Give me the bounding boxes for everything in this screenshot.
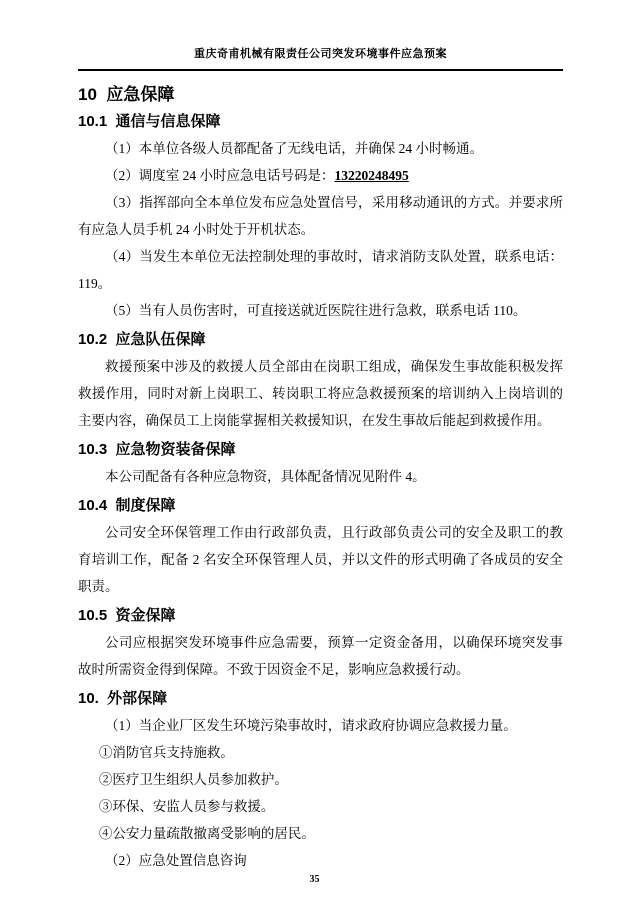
section-heading-external: 10. 外部保障 bbox=[78, 690, 168, 707]
section-10-5-paragraph: 公司应根据突发环境事件应急需要，预算一定资金备用，以确保环境突发事故时所需资金得到保障。不致于因资金不足，影响应急救援行动。 bbox=[78, 635, 563, 677]
section-10-2-paragraph: 救援预案中涉及的救援人员全部由在岗职工组成，确保发生事故能积极发挥救援作用，同时对新上岗职工、转岗职工将应急救援预案的培训纳入上岗培训的主要内容，确保员工上岗能掌握相关救援知识，在发生事故后能起到救援作用。 bbox=[78, 359, 563, 428]
page-content bbox=[78, 47, 563, 874]
list-item-1: （1）本单位各级人员都配备了无线电话，并确保 24 小时畅通。 bbox=[105, 141, 483, 156]
list-item-3: （3）指挥部向全本单位发布应急处置信号，采用移动通讯的方式。并要求所有应急人员手机 24 小时处于开机状态。 bbox=[78, 195, 563, 237]
list-item-2 bbox=[78, 162, 563, 189]
page-number: 35 bbox=[309, 874, 320, 885]
external-item-2: （2）应急处置信息咨询 bbox=[105, 853, 247, 868]
list-item-5: （5）当有人员伤害时，可直接送就近医院往进行急救，联系电话 110。 bbox=[105, 303, 527, 318]
external-subitem-3: ③环保、安监人员参与救援。 bbox=[98, 799, 275, 814]
section-10-3-paragraph: 本公司配备有各种应急物资，具体配备情况见附件 4。 bbox=[105, 469, 426, 484]
external-subitem-4: ④公安力量疏散撤离受影响的居民。 bbox=[98, 826, 315, 841]
section-heading-10-1: 10.1 通信与信息保障 bbox=[78, 113, 221, 130]
section-heading-10-4: 10.4 制度保障 bbox=[78, 497, 176, 514]
section-heading-10-5: 10.5 资金保障 bbox=[78, 607, 176, 624]
document-page bbox=[0, 47, 629, 921]
section-heading-10-3: 10.3 应急物资装备保障 bbox=[78, 441, 236, 458]
document-header-title: 重庆奇甫机械有限责任公司突发环境事件应急预案 bbox=[78, 47, 563, 71]
external-subitem-1: ①消防官兵支持施救。 bbox=[98, 745, 234, 760]
list-item-4: （4）当发生本单位无法控制处理的事故时，请求消防支队处置，联系电话：119。 bbox=[78, 249, 563, 291]
emergency-phone-number: 13220248495 bbox=[334, 168, 409, 183]
chapter-heading-10: 10 应急保障 bbox=[78, 85, 175, 104]
external-subitem-2: ②医疗卫生组织人员参加救护。 bbox=[98, 772, 288, 787]
list-item-2-text: （2）调度室 24 小时应急电话号码是： bbox=[105, 168, 335, 183]
external-item-1: （1）当企业厂区发生环境污染事故时，请求政府协调应急救援力量。 bbox=[105, 718, 517, 733]
section-10-4-paragraph: 公司安全环保管理工作由行政部负责，且行政部负责公司的安全及职工的教育培训工作，配备 2 名安全环保管理人员，并以文件的形式明确了各成员的安全职责。 bbox=[78, 525, 563, 594]
section-heading-10-2: 10.2 应急队伍保障 bbox=[78, 331, 206, 348]
